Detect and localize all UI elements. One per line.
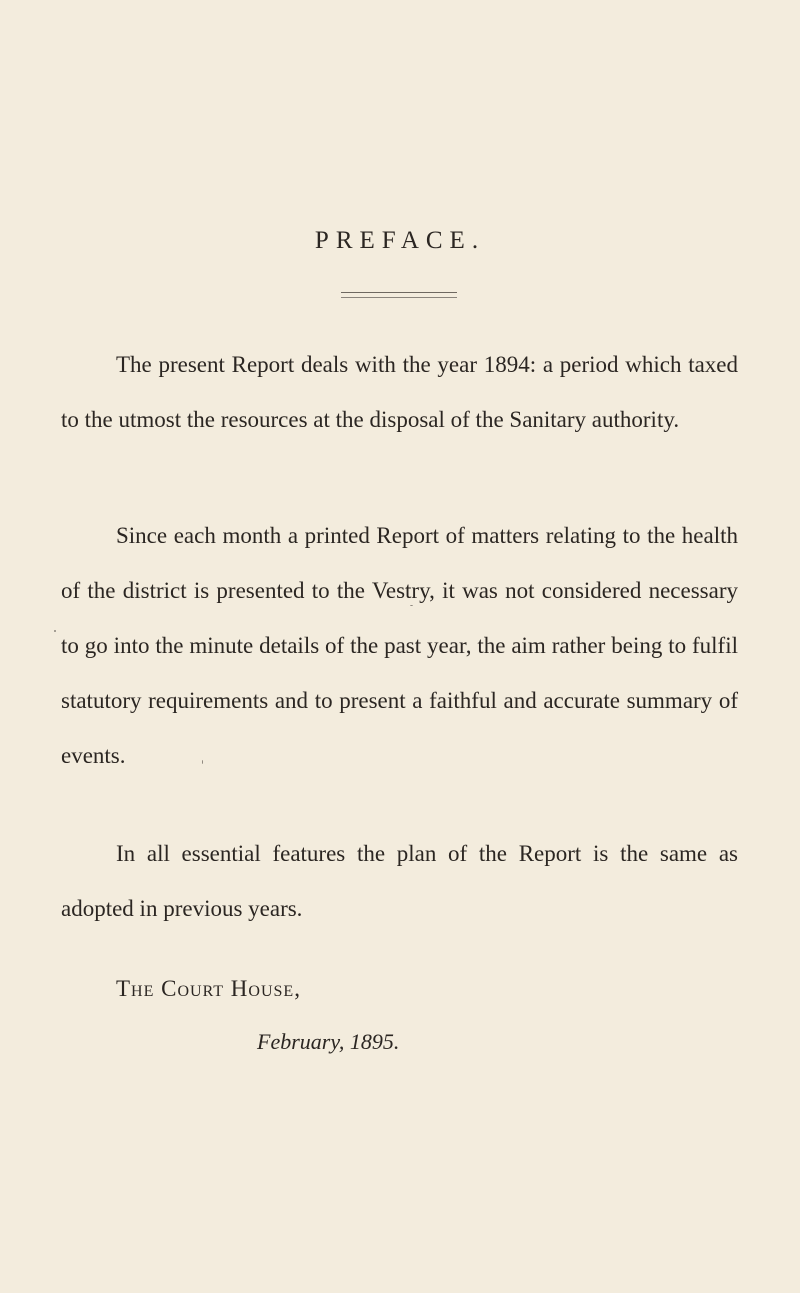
paper-speck: [202, 760, 203, 764]
paper-speck: [410, 605, 413, 606]
paper-speck: [54, 630, 56, 632]
page-title: PREFACE.: [314, 226, 486, 254]
paragraph-1: The present Report deals with the year 1894: a period which taxed to the utmost the resources at the disposal of the Sanitary authority.: [61, 352, 738, 432]
signature-place: The Court House,: [116, 976, 301, 1001]
paragraph-2: Since each month a printed Report of matters relating to the health of the district is presented to the Vestry, it was not considered necessary to go into the minute details of the past year, the aim rather being to fulfil statutory requirements and to present a faithful and accurate summary of events.: [61, 523, 738, 768]
signature-date: February, 1895.: [257, 1029, 400, 1054]
paragraph-3: In all essential features the plan of the Report is the same as adopted in previous years.: [61, 841, 738, 921]
title-rule: [341, 292, 457, 298]
